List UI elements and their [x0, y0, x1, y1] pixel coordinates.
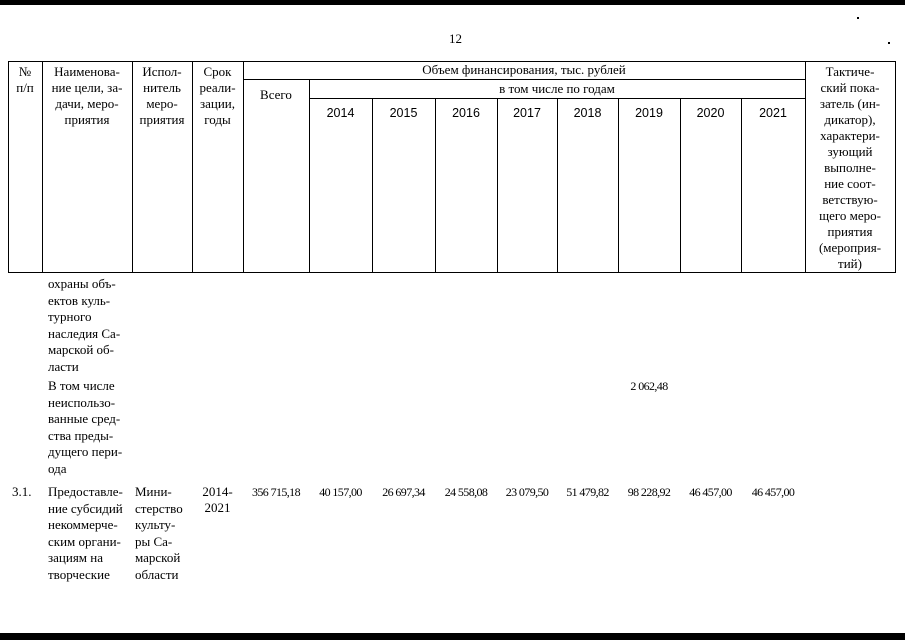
header-by-years: в том числе по годам	[499, 81, 615, 96]
row-3-1-2019: 98 228,92	[627, 485, 671, 499]
header-indicator: Тактиче- ский пока- затель (ин- дикатор), характери- зующий выполне- ние соот- ветствую- щего меро- приятия (мероприя- тий)	[818, 64, 882, 271]
header-term: Срок реали- зации, годы	[199, 64, 236, 127]
header-funding: Объем финансирования, тыс. рублей	[422, 62, 626, 77]
row-3-1-num: 3.1.	[12, 484, 32, 499]
row-3-1-2018: 51 479,82	[566, 485, 609, 499]
scan-mark	[888, 42, 890, 44]
row-unused-funds-2019: 2 062,48	[630, 379, 668, 393]
row-3-1-2014: 40 157,00	[319, 485, 362, 499]
row-3-1-2015: 26 697,34	[382, 485, 425, 499]
row-3-1-2016: 24 558,08	[444, 485, 488, 499]
row-3-1-name: Предоставле- ние субсидий некоммерче- ским органи- зациям на творческие	[48, 484, 123, 582]
header-executor: Испол- нитель меро- приятия	[139, 64, 185, 127]
header-year-2014: 2014	[326, 106, 355, 120]
header-year-2020: 2020	[696, 106, 725, 120]
row-3-1-2021: 46 457,00	[751, 485, 795, 499]
row-3-1-term: 2014- 2021	[202, 484, 233, 515]
header-year-2015: 2015	[389, 106, 418, 120]
row-3-1-2020: 46 457,00	[689, 485, 732, 499]
row-3-1-2017: 23 079,50	[505, 485, 549, 499]
header-total: Всего	[260, 87, 292, 102]
header-year-2016: 2016	[452, 106, 480, 120]
row-3-1-executor: Мини- стерство культу- ры Са- марской области	[135, 484, 183, 582]
header-name: Наименова- ние цели, за- дачи, меро- приятия	[51, 64, 123, 127]
scan-mark	[857, 17, 859, 19]
header-num: № п/п	[16, 64, 34, 95]
row-unused-funds-name: В том числе неиспользо- ванные сред- ства преды- дущего пери- ода	[48, 378, 123, 476]
header-year-2021: 2021	[759, 106, 787, 120]
page-number: 12	[449, 31, 462, 46]
header-year-2019: 2019	[635, 106, 663, 120]
header-year-2018: 2018	[573, 106, 602, 120]
top-border	[0, 0, 905, 5]
row-3-1-total: 356 715,18	[251, 485, 300, 499]
header-year-2017: 2017	[513, 106, 541, 120]
bottom-border	[0, 633, 905, 640]
row-continuation-name: охраны объ- ектов куль- турного наследия Са- марской об- ласти	[48, 276, 121, 374]
